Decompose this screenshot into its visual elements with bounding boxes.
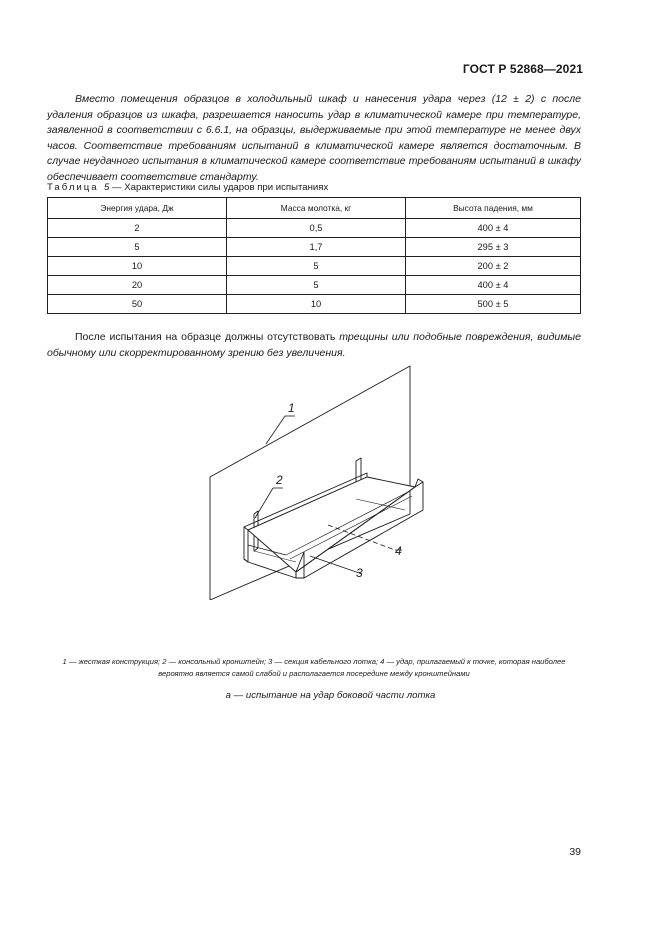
cell-energy: 2 bbox=[48, 219, 227, 238]
document-id-header: ГОСТ Р 52868—2021 bbox=[462, 62, 583, 76]
paragraph-after-test bbox=[47, 330, 581, 361]
cell-height: 400 ± 4 bbox=[406, 219, 581, 238]
cell-height: 200 ± 2 bbox=[406, 257, 581, 276]
figure-caption: а — испытание на удар боковой части лотка bbox=[225, 690, 436, 701]
table-row bbox=[48, 238, 581, 257]
page-number: 39 bbox=[569, 846, 581, 858]
header-drop-height: Высота падения, мм bbox=[406, 198, 581, 219]
table-row bbox=[48, 295, 581, 314]
cell-energy: 20 bbox=[48, 276, 227, 295]
table-row bbox=[48, 257, 581, 276]
cell-height: 500 ± 5 bbox=[406, 295, 581, 314]
table-row bbox=[48, 276, 581, 295]
cell-mass: 5 bbox=[227, 276, 406, 295]
table-header-row bbox=[48, 198, 581, 219]
cell-energy: 5 bbox=[48, 238, 227, 257]
paragraph-climate-chamber: Вместо помещения образцов в холодильный шкаф и нанесения удара через (12 ± 2) с после удаления образцов из шкафа, разрешается наносить удар в климатической камере при температуре, заявленной в соответствии с 6.6.1, на образцы, выдерживаемые при этой температуре не менее двух часов. Соответствие требованиям испытаний в климатической камере является достаточным. В случае неудачного испытания в климатической камере соответствие требованиям испытаний в шкафу обеспечивает соответствие стандарту. bbox=[47, 93, 581, 183]
cell-height: 295 ± 3 bbox=[406, 238, 581, 257]
figure-label-4: 4 bbox=[395, 544, 402, 558]
figure-label-3: 3 bbox=[356, 566, 363, 580]
impact-test-figure bbox=[190, 360, 440, 600]
cell-energy: 10 bbox=[48, 257, 227, 276]
figure-label-1: 1 bbox=[288, 401, 295, 415]
table-caption-text: — Характеристики силы ударов при испытаниях bbox=[111, 182, 329, 193]
header-impact-energy: Энергия удара, Дж bbox=[48, 198, 227, 219]
cell-energy: 50 bbox=[48, 295, 227, 314]
cell-height: 400 ± 4 bbox=[406, 276, 581, 295]
cell-mass: 1,7 bbox=[227, 238, 406, 257]
table-caption-number: 5 bbox=[103, 182, 110, 193]
cell-mass: 5 bbox=[227, 257, 406, 276]
paragraph-after-test-part2: трещины или подобные повреждения, видимые обычному или скорректированному зрению без увеличения. bbox=[47, 331, 581, 359]
cell-mass: 10 bbox=[227, 295, 406, 314]
cell-mass: 0,5 bbox=[227, 219, 406, 238]
paragraph-after-test-part1: После испытания на образце должны отсутствовать bbox=[75, 331, 340, 343]
figure-legend: 1 — жесткая конструкция; 2 — консольный кронштейн; 3 — секция кабельного лотка; 4 — удар, прилагаемый к точке, которая наиболее вероятно является самой слабой и располагается посередине между кронштейнами bbox=[62, 657, 566, 678]
table-row bbox=[48, 219, 581, 238]
impact-characteristics-table bbox=[47, 197, 581, 314]
header-hammer-mass: Масса молотка, кг bbox=[227, 198, 406, 219]
table-caption-label: Таблица bbox=[47, 182, 99, 193]
leader-line-3 bbox=[310, 556, 362, 574]
figure-label-2: 2 bbox=[276, 473, 283, 487]
table-caption bbox=[47, 182, 328, 193]
